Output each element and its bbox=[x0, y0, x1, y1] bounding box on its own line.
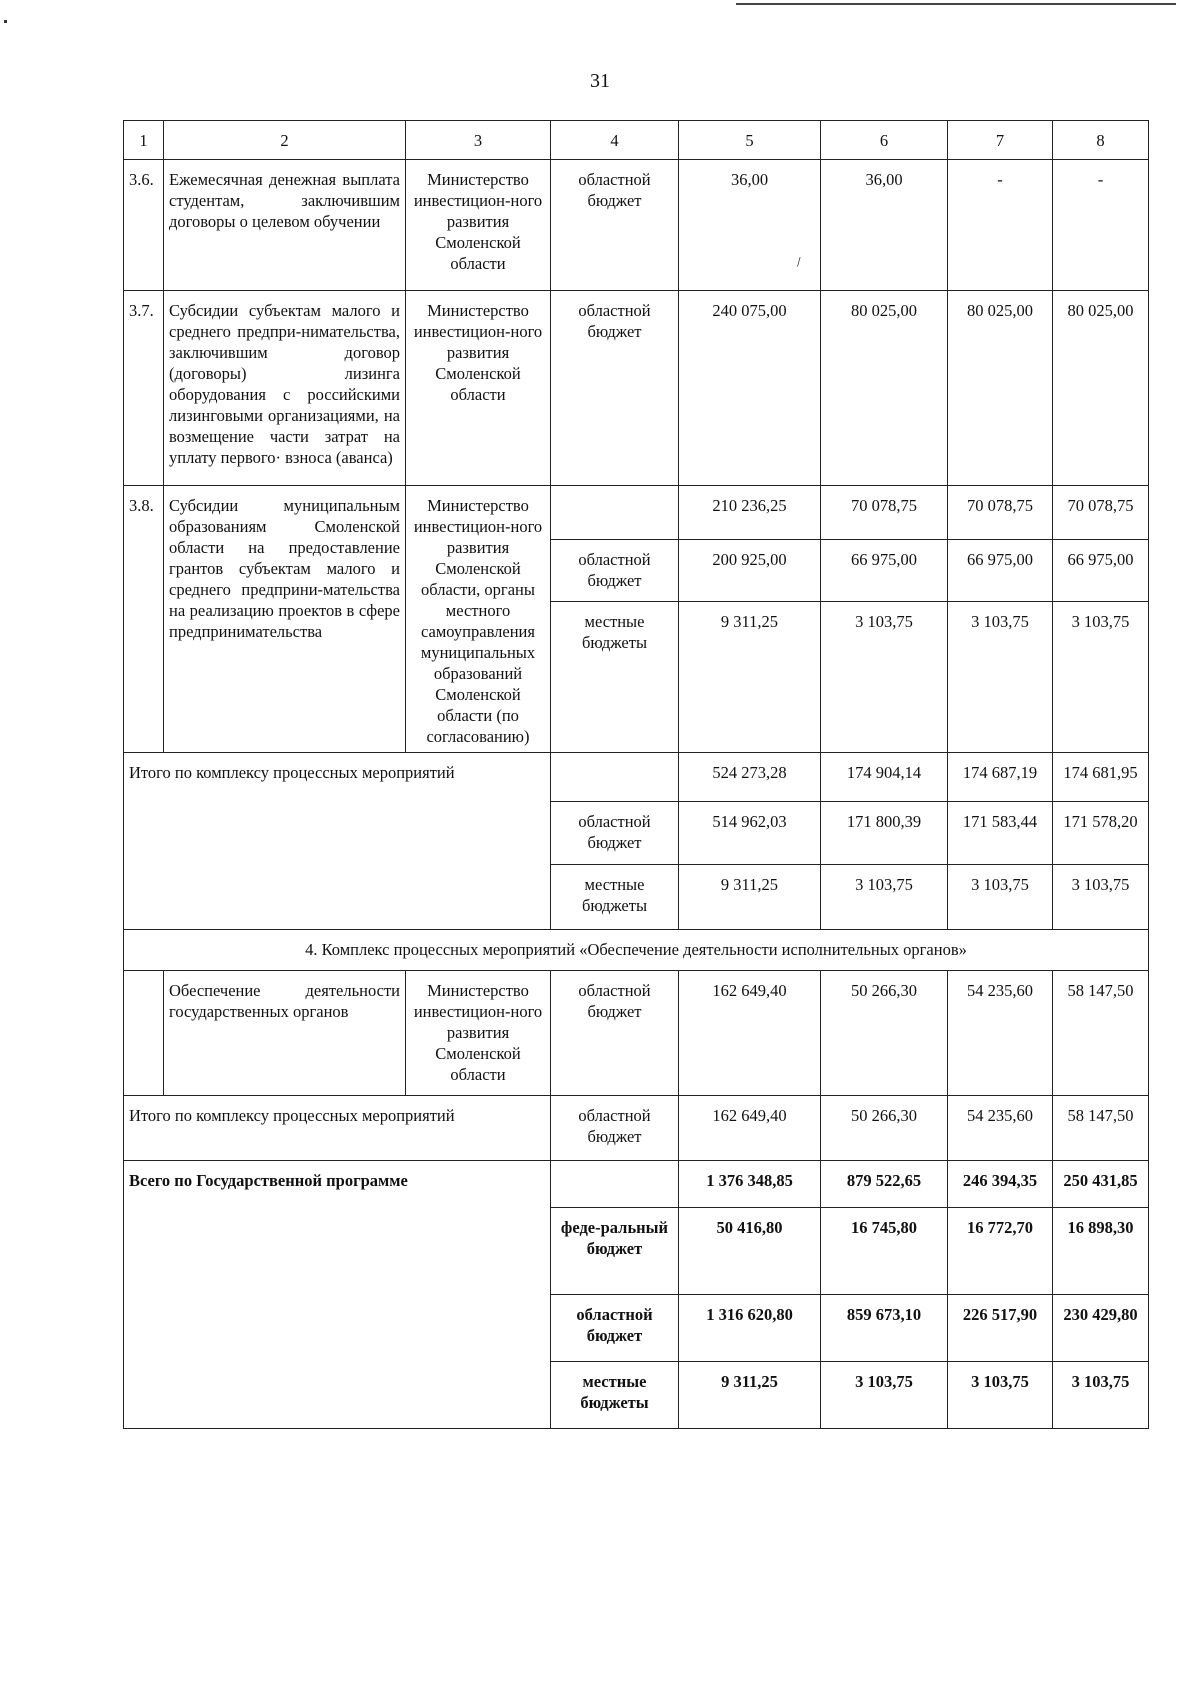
value-col6: 50 266,30 bbox=[821, 971, 948, 1096]
section-title: 4. Комплекс процессных мероприятий «Обеспечение деятельности исполнительных органов» bbox=[124, 930, 1149, 971]
value-col5: 162 649,40 bbox=[679, 1096, 821, 1161]
row-organization: Министерство инвестицион-ного развития Смоленской области bbox=[406, 971, 551, 1096]
table-row bbox=[124, 971, 1149, 1096]
value-col8: 3 103,75 bbox=[1053, 1362, 1149, 1429]
value-col8: 250 431,85 bbox=[1053, 1161, 1149, 1208]
value-col8: 70 078,75 bbox=[1053, 486, 1149, 540]
row-funding-source: областной бюджет bbox=[551, 160, 679, 291]
value-col6: 174 904,14 bbox=[821, 753, 948, 802]
table-row bbox=[124, 291, 1149, 486]
value-col6: 80 025,00 bbox=[821, 291, 948, 486]
grand-total-label: Всего по Государственной программе bbox=[124, 1161, 551, 1429]
row-funding-source: областной бюджет bbox=[551, 802, 679, 865]
value-col5: 1 316 620,80 bbox=[679, 1295, 821, 1362]
value-col5: 50 416,80 bbox=[679, 1208, 821, 1295]
value-col5: 162 649,40 bbox=[679, 971, 821, 1096]
value-col8: 3 103,75 bbox=[1053, 865, 1149, 930]
row-funding-source: областной бюджет bbox=[551, 1096, 679, 1161]
grand-total-row bbox=[124, 1161, 1149, 1208]
row-description: Обеспечение деятельности государственных органов bbox=[164, 971, 406, 1096]
page-number: 31 bbox=[590, 70, 610, 92]
row-funding-source: областной бюджет bbox=[551, 1295, 679, 1362]
value-col6: 3 103,75 bbox=[821, 865, 948, 930]
table-row bbox=[124, 486, 1149, 540]
header-cell: 1 bbox=[124, 121, 164, 160]
value-col7: 66 975,00 bbox=[948, 539, 1053, 602]
section-row bbox=[124, 930, 1149, 971]
row-description: Ежемесячная денежная выплата студентам, заключившим договоры о целевом обучении bbox=[164, 160, 406, 291]
row-funding-source bbox=[551, 486, 679, 540]
value-col6: 70 078,75 bbox=[821, 486, 948, 540]
budget-table bbox=[123, 120, 1149, 1429]
value-col5: 200 925,00 bbox=[679, 539, 821, 602]
value-col7: 3 103,75 bbox=[948, 865, 1053, 930]
row-number: 3.6. bbox=[124, 160, 164, 291]
value-col5: 524 273,28 bbox=[679, 753, 821, 802]
row-funding-source bbox=[551, 1161, 679, 1208]
value-col8: 58 147,50 bbox=[1053, 1096, 1149, 1161]
row-description: Субсидии муниципальным образованиям Смоленской области на предоставление грантов субъектам малого и среднего предприни-мательства на реализацию проектов в сфере предпринимательства bbox=[164, 486, 406, 753]
value-col6: 171 800,39 bbox=[821, 802, 948, 865]
header-cell: 6 bbox=[821, 121, 948, 160]
row-organization: Министерство инвестицион-ного развития Смоленской области bbox=[406, 291, 551, 486]
row-description: Субсидии субъектам малого и среднего предпри-нимательства, заключившим договор (договоры) лизинга оборудования с российскими лизинговыми организациями, на возмещение части затрат на уплату первого· взноса (аванса) bbox=[164, 291, 406, 486]
value-col7: 171 583,44 bbox=[948, 802, 1053, 865]
value-col5: 514 962,03 bbox=[679, 802, 821, 865]
scan-artifact-dot bbox=[4, 20, 7, 23]
row-number: 3.8. bbox=[124, 486, 164, 753]
value-col7: 3 103,75 bbox=[948, 1362, 1053, 1429]
value-col6: 66 975,00 bbox=[821, 539, 948, 602]
row-funding-source: областной бюджет bbox=[551, 539, 679, 602]
value-col8: 171 578,20 bbox=[1053, 802, 1149, 865]
value-col7: 246 394,35 bbox=[948, 1161, 1053, 1208]
row-number bbox=[124, 971, 164, 1096]
header-cell: 2 bbox=[164, 121, 406, 160]
row-funding-source: местные бюджеты bbox=[551, 602, 679, 753]
value-col7: 54 235,60 bbox=[948, 971, 1053, 1096]
value-col5: 9 311,25 bbox=[679, 1362, 821, 1429]
value-col6: 3 103,75 bbox=[821, 602, 948, 753]
header-cell: 8 bbox=[1053, 121, 1149, 160]
header-cell: 3 bbox=[406, 121, 551, 160]
value-col7: 226 517,90 bbox=[948, 1295, 1053, 1362]
value-col6: 879 522,65 bbox=[821, 1161, 948, 1208]
row-number: 3.7. bbox=[124, 291, 164, 486]
scan-artifact-line bbox=[736, 3, 1176, 5]
value-col6: 36,00 bbox=[821, 160, 948, 291]
row-funding-source: областной бюджет bbox=[551, 291, 679, 486]
value-col8: 230 429,80 bbox=[1053, 1295, 1149, 1362]
value-col6: 3 103,75 bbox=[821, 1362, 948, 1429]
value-col7: 70 078,75 bbox=[948, 486, 1053, 540]
scan-artifact-tick: \ bbox=[792, 255, 805, 270]
table-row bbox=[124, 160, 1149, 291]
value-col5: 240 075,00 bbox=[679, 291, 821, 486]
value-col6: 16 745,80 bbox=[821, 1208, 948, 1295]
value-col8: 174 681,95 bbox=[1053, 753, 1149, 802]
total-row bbox=[124, 1096, 1149, 1161]
table-header-row bbox=[124, 121, 1149, 160]
row-funding-source bbox=[551, 753, 679, 802]
value-col5: 36,00 bbox=[679, 160, 821, 291]
value-col5: 210 236,25 bbox=[679, 486, 821, 540]
value-col7: 174 687,19 bbox=[948, 753, 1053, 802]
header-cell: 5 bbox=[679, 121, 821, 160]
row-funding-source: феде-ральный бюджет bbox=[551, 1208, 679, 1295]
value-col8: 66 975,00 bbox=[1053, 539, 1149, 602]
value-col7: - bbox=[948, 160, 1053, 291]
total-row bbox=[124, 753, 1149, 802]
value-col7: 16 772,70 bbox=[948, 1208, 1053, 1295]
row-organization: Министерство инвестицион-ного развития Смоленской области bbox=[406, 160, 551, 291]
row-organization: Министерство инвестицион-ного развития Смоленской области, органы местного самоуправления муниципальных образований Смоленской области (по согласованию) bbox=[406, 486, 551, 753]
row-funding-source: областной бюджет bbox=[551, 971, 679, 1096]
total-label: Итого по комплексу процессных мероприятий bbox=[124, 1096, 551, 1161]
value-col7: 3 103,75 bbox=[948, 602, 1053, 753]
value-col5: 1 376 348,85 bbox=[679, 1161, 821, 1208]
value-col5: 9 311,25 bbox=[679, 865, 821, 930]
row-funding-source: местные бюджеты bbox=[551, 865, 679, 930]
header-cell: 7 bbox=[948, 121, 1053, 160]
value-col8: 80 025,00 bbox=[1053, 291, 1149, 486]
value-col7: 80 025,00 bbox=[948, 291, 1053, 486]
value-col8: - bbox=[1053, 160, 1149, 291]
row-funding-source: местные бюджеты bbox=[551, 1362, 679, 1429]
value-col5: 9 311,25 bbox=[679, 602, 821, 753]
value-col8: 58 147,50 bbox=[1053, 971, 1149, 1096]
value-col8: 3 103,75 bbox=[1053, 602, 1149, 753]
value-col8: 16 898,30 bbox=[1053, 1208, 1149, 1295]
value-col7: 54 235,60 bbox=[948, 1096, 1053, 1161]
value-col6: 859 673,10 bbox=[821, 1295, 948, 1362]
total-label: Итого по комплексу процессных мероприятий bbox=[124, 753, 551, 930]
value-col6: 50 266,30 bbox=[821, 1096, 948, 1161]
header-cell: 4 bbox=[551, 121, 679, 160]
